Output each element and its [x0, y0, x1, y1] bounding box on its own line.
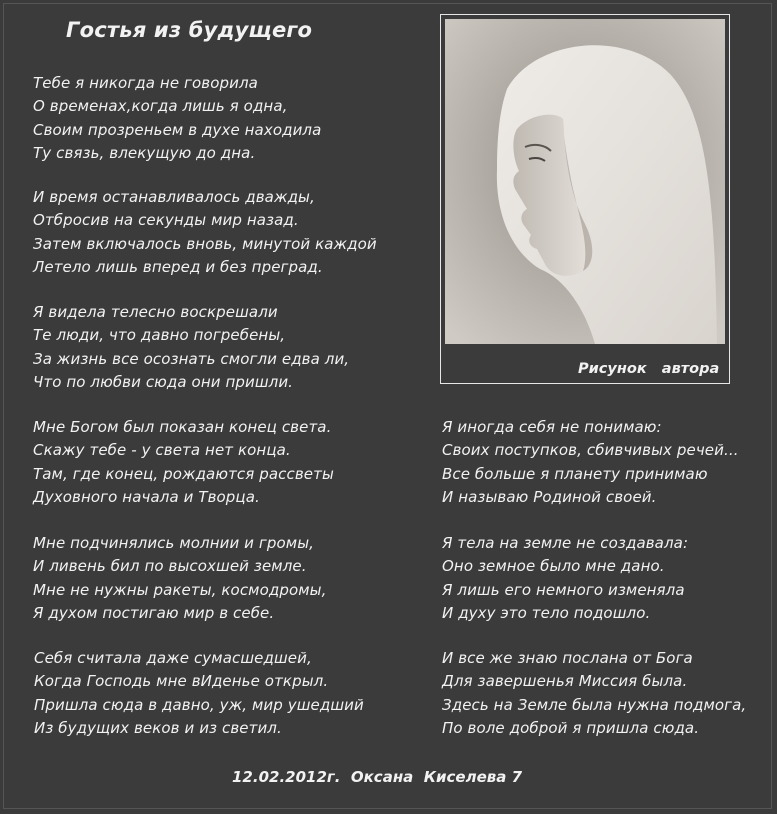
stanza-left-5: [33, 532, 326, 625]
verse-line: Мне Богом был показан конец света.: [33, 418, 332, 436]
stanza-left-3: [33, 301, 349, 394]
verse-line: Духовного начала и Творца.: [33, 487, 260, 506]
verse-line: Здесь на Земле была нужна подмога,: [442, 695, 747, 714]
stanza-left-1: [33, 72, 321, 165]
verse-line: Тебе я никогда не говорила: [33, 74, 258, 92]
verse-line: Себя считала даже сумасшедшей,: [34, 649, 312, 667]
verse-line: Мне подчинялись молнии и громы,: [33, 534, 315, 552]
verse-line: Я лишь его немного изменяла: [442, 580, 685, 599]
drawing-caption: Рисунок автора: [578, 361, 720, 377]
verse-line: Я тела на земле не создавала:: [442, 534, 689, 552]
verse-line: Мне не нужны ракеты, космодромы,: [33, 580, 327, 599]
verse-line: Отбросив на секунды мир назад.: [33, 211, 299, 230]
verse-line: Своих поступков, сбивчивых речей...: [442, 441, 739, 460]
verse-line: Из будущих веков и из светил.: [34, 718, 282, 737]
verse-line: Когда Господь мне вИденье открыл.: [34, 672, 329, 691]
verse-line: Для завершенья Миссия была.: [442, 672, 688, 691]
verse-line: Ту связь, влекущую до дна.: [33, 143, 256, 162]
verse-line: За жизнь все осознать смогли едва ли,: [33, 349, 350, 368]
verse-line: И духу это тело подошло.: [442, 603, 651, 622]
verse-line: Я иногда себя не понимаю:: [442, 418, 662, 436]
stanza-right-3: [442, 647, 746, 740]
verse-line: И называю Родиной своей.: [442, 487, 657, 506]
stanza-right-1: [442, 416, 739, 509]
author-drawing: [445, 19, 725, 344]
verse-line: Я видела телесно воскрешали: [33, 303, 278, 321]
verse-line: Оно земное было мне дано.: [442, 557, 665, 576]
verse-line: Те люди, что давно погребены,: [33, 326, 286, 345]
stanza-left-2: [33, 186, 377, 279]
verse-line: Пришла сюда в давно, уж, мир ушедший: [34, 695, 364, 714]
verse-line: Там, где конец, рождаются рассветы: [33, 464, 334, 483]
verse-line: Что по любви сюда они пришли.: [33, 372, 294, 391]
verse-line: Я духом постигаю мир в себе.: [33, 603, 275, 622]
verse-line: И время останавливалось дважды,: [33, 188, 315, 206]
signature-date: 12.02.2012г. Оксана Киселева 7: [232, 768, 523, 786]
verse-line: Летело лишь вперед и без преград.: [33, 257, 323, 276]
stanza-right-2: [442, 532, 688, 625]
verse-line: Своим прозреньем в духе находила: [33, 120, 322, 139]
stanza-left-4: [33, 416, 334, 509]
stanza-left-6: [34, 647, 364, 740]
verse-line: И ливень бил по высохшей земле.: [33, 557, 307, 576]
verse-line: И все же знаю послана от Бога: [442, 649, 693, 667]
poem-title: Гостья из будущего: [66, 18, 313, 42]
verse-line: О временах,когда лишь я одна,: [33, 97, 288, 116]
author-drawing-frame: [440, 14, 730, 384]
verse-line: По воле доброй я пришла сюда.: [442, 718, 700, 737]
verse-line: Все больше я планету принимаю: [442, 464, 708, 483]
verse-line: Затем включалось вновь, минутой каждой: [33, 234, 377, 253]
verse-line: Скажу тебе - у света нет конца.: [33, 441, 291, 460]
